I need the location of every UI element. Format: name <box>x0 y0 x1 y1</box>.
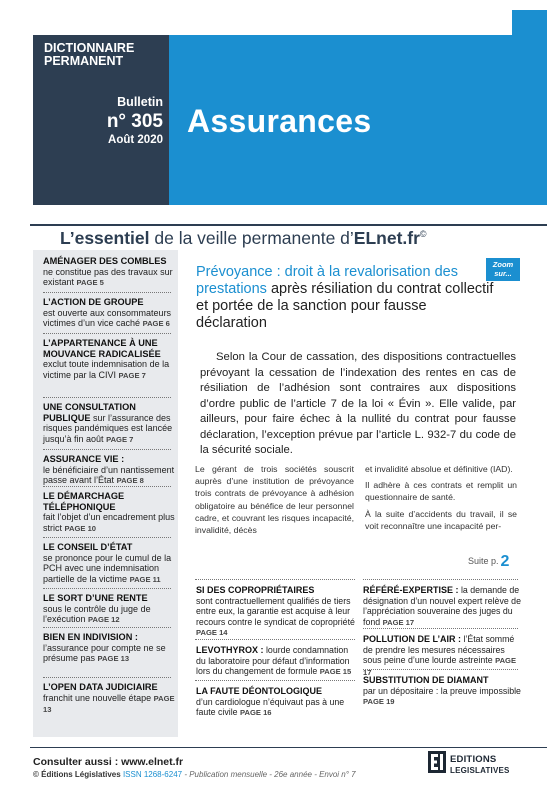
publication-meta: - Publication mensuelle - 26e année - Envoi n° 7 <box>184 770 356 779</box>
summary-item[interactable]: LE CONSEIL D’ÉTAT se prononce pour le cumul de la PCH avec une indemnisation partielle de la victime PAGE 11 <box>43 542 172 584</box>
brief-item[interactable]: RÉFÉRÉ-EXPERTISE : la demande de désignation d’un nouvel expert relève de l’appréciation souveraine des juges du fond PAGE 17 <box>363 585 521 627</box>
article-lede: Selon la Cour de cassation, des dispositions contractuelles prévoyant la cessation de l’indexation des rentes en cas de résiliation de l’adhésion sont contraires aux dispositions d’ordre public de l’article 7 de la loi « Évin ». Elle valide, par ailleurs, pour faire échec à la nullité du contrat pour fausse déclaration, l’exception prévue par l’article L. 932-7 du code de la sécurité sociale. <box>200 351 516 456</box>
strap-bold: L’essentiel <box>60 228 150 248</box>
strap-brand: ELnet.fr <box>353 228 420 248</box>
headline-highlight: Prévoyance : droit à la revalorisation des prestations <box>196 264 458 297</box>
page-title: Assurances <box>187 103 372 139</box>
divider <box>363 628 518 629</box>
headline-rest: après résiliation du contrat collectif et portée de la sanction pour fausse déclaration <box>196 281 494 331</box>
brief-item[interactable]: SUBSTITUTION DE DIAMANT par un dépositaire : la preuve impossible PAGE 19 <box>363 675 521 706</box>
collection-name <box>44 42 134 68</box>
divider <box>43 627 171 628</box>
divider <box>43 333 171 334</box>
issn: ISSN 1268-6247 <box>122 770 183 779</box>
col2-paragraph: Il adhère à ces contrats et remplit un questionnaire de santé. <box>365 480 517 503</box>
copyright: © Éditions Législatives <box>33 770 121 779</box>
summary-item[interactable]: L’APPARTENANCE À UNE MOUVANCE RADICALISÉE exclut toute indemnisation de la victime par la CIVI PAGE 7 <box>43 338 170 380</box>
summary-item[interactable]: LE SORT D’UNE RENTE sous le contrôle du juge de l’exécution PAGE 12 <box>43 593 151 624</box>
summary-item[interactable]: LE DÉMARCHAGE TÉLÉPHONIQUE fait l’objet d’un encadrement plus strict PAGE 10 <box>43 491 175 533</box>
zoom-badge: Zoom sur... <box>486 258 520 281</box>
strap-rule <box>30 224 547 226</box>
summary-item[interactable]: L’OPEN DATA JUDICIAIRE franchit une nouvelle étape PAGE 13 <box>43 682 175 714</box>
publisher-logo-icon <box>428 751 446 773</box>
divider <box>195 639 355 640</box>
summary-item[interactable]: L’ACTION DE GROUPE est ouverte aux consommateurs victimes d’un vice caché PAGE 6 <box>43 297 172 328</box>
footer-rule <box>30 747 547 748</box>
divider <box>43 677 171 678</box>
summary-item[interactable]: BIEN EN INDIVISION : l’assurance pour compte ne se présume pas PAGE 13 <box>43 632 166 663</box>
divider <box>195 680 355 681</box>
brief-item[interactable]: SI DES COPROPRIÉTAIRES sont contractuellement qualifiés de tiers entre eux, la garantie est acquise à leur recours contre le syndicat de copropriété PAGE 14 <box>196 585 355 637</box>
divider <box>195 579 355 580</box>
suite-label: Suite p. <box>468 556 499 566</box>
publication-info <box>33 770 356 779</box>
divider <box>43 486 171 487</box>
strap-line <box>60 228 427 249</box>
divider <box>363 669 518 670</box>
brief-item[interactable]: LEVOTHYROX : lourde condamnation du laboratoire pour défaut d’information lors du changement de formule PAGE 15 <box>196 645 352 676</box>
publisher-logo-text: EDITIONS LEGISLATIVES <box>450 754 510 775</box>
article-body-col1: Le gérant de trois sociétés souscrit auprès d’une institution de prévoyance trois contrats de prévoyance à adhésion obligatoire au bénéfice de leur personnel cadre, et couvrant les risques incapacité, invalidité, décès <box>195 464 354 536</box>
summary-item[interactable]: ASSURANCE VIE : le bénéficiaire d’un nantissement passe avant l’État PAGE 8 <box>43 454 175 485</box>
article-body-col2 <box>365 463 517 536</box>
divider <box>43 397 171 398</box>
divider <box>43 537 171 538</box>
header-corner-block <box>512 10 547 35</box>
brief-item[interactable]: LA FAUTE DÉONTOLOGIQUE d’un cardiologue n’équivaut pas à une faute civile PAGE 16 <box>196 686 345 717</box>
summary-item[interactable]: AMÉNAGER DES COMBLES ne constitue pas des travaux sur existant PAGE 5 <box>43 256 173 287</box>
strap-rest: de la veille permanente d’ <box>149 228 354 248</box>
publisher-logo <box>428 750 528 786</box>
article-headline[interactable] <box>196 264 496 332</box>
collection-line-2: PERMANENT <box>44 54 124 68</box>
summary-item[interactable]: UNE CONSULTATION PUBLIQUE sur l’assurance des risques pandémiques est lancée jusqu’à fin août PAGE 7 <box>43 402 173 444</box>
strap-mark: © <box>419 229 427 240</box>
continued-link[interactable] <box>468 553 509 571</box>
suite-page: 2 <box>500 553 510 570</box>
divider <box>43 292 171 293</box>
bulletin-info <box>80 96 163 146</box>
bulletin-label: Bulletin <box>117 95 163 109</box>
collection-line-1: DICTIONNAIRE <box>44 41 135 55</box>
bulletin-date: Août 2020 <box>108 133 163 146</box>
col2-paragraph: À la suite d’accidents du travail, il se voit reconnaître une incapacité per- <box>365 508 517 531</box>
consult-link[interactable]: Consulter aussi : www.elnet.fr <box>33 756 184 768</box>
brief-item[interactable]: POLLUTION DE L’AIR : l’État sommé de prendre les mesures nécessaires sous peine d’une lourde astreinte PAGE 17 <box>363 634 517 677</box>
divider <box>363 579 518 580</box>
divider <box>43 588 171 589</box>
bulletin-number: n° 305 <box>106 110 163 132</box>
divider <box>43 449 171 450</box>
col2-paragraph: et invalidité absolue et définitive (IAD). <box>365 464 513 474</box>
